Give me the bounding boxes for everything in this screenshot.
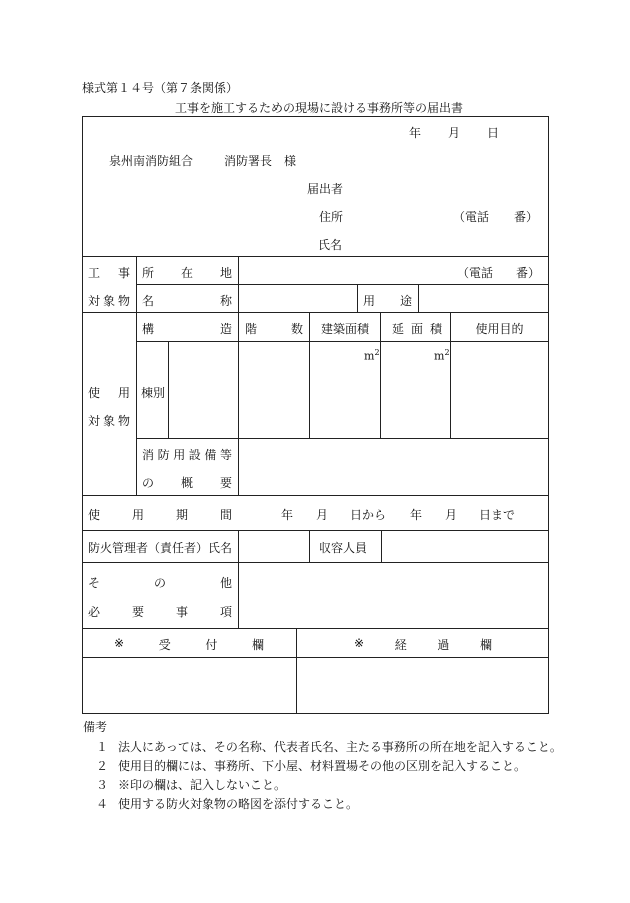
period-from-year: 年 <box>281 508 294 522</box>
phone-suffix: 番） <box>514 210 539 224</box>
capacity-label: 収容人員 <box>319 541 368 555</box>
reception-column-header: ※ 受 付 欄 <box>114 636 264 652</box>
note-item: １ 法人にあっては、その名称、代表者氏名、主たる事務所の所在地を記入すること。 <box>96 740 562 754</box>
note-item: ４ 使用する防火対象物の略図を添付すること。 <box>96 797 359 811</box>
building-area-header: 建築面積 <box>320 322 369 336</box>
location-phone-suffix: 番） <box>516 266 541 280</box>
purpose-header: 使用目的 <box>475 322 524 336</box>
fire-equipment-label-line1: 消 防 用 設 備 等 <box>142 448 232 462</box>
note-item: ２ 使用目的欄には、事務所、下小屋、材料置場その他の区別を記入すること。 <box>96 759 527 773</box>
form-number: 様式第１４号（第７条関係） <box>82 81 239 95</box>
other-label-line1: そ の 他 <box>88 576 232 590</box>
fire-equipment-label-line2: の 概 要 <box>142 476 232 490</box>
sqm-unit-1: $m^2$ <box>364 348 380 363</box>
floors-header: 階 数 <box>245 322 303 336</box>
fire-chief: 消防署長 様 <box>224 154 297 168</box>
site-purpose-label: 用 途 <box>363 294 412 308</box>
other-label-line2: 必 要 事 項 <box>88 605 232 619</box>
period-to-day: 日まで <box>479 508 516 522</box>
site-name-label: 名 称 <box>142 294 232 308</box>
period-to-month: 月 <box>445 508 458 522</box>
usage-label-line1: 使 用 <box>88 386 130 400</box>
site-label-line2: 対 象 物 <box>88 294 130 308</box>
notifier-label: 届出者 <box>307 182 344 196</box>
phone-label: （電話 <box>453 210 490 224</box>
date-day: 日 <box>487 126 500 140</box>
notes-heading: 備考 <box>83 720 108 734</box>
usage-label-line2: 対 象 物 <box>88 414 130 428</box>
addressee: 泉州南消防組合 <box>109 154 194 168</box>
name-label: 氏名 <box>318 238 343 252</box>
period-to-year: 年 <box>410 508 423 522</box>
location-phone-label: （電話 <box>457 266 494 280</box>
note-item: ３ ※印の欄は、記入しないこと。 <box>96 778 287 792</box>
sqm-unit-2: $m^2$ <box>434 348 450 363</box>
building-no-label: 棟別 <box>141 386 166 400</box>
location-label: 所 在 地 <box>142 266 232 280</box>
date-month: 月 <box>448 126 461 140</box>
structure-header: 構 造 <box>142 322 232 336</box>
date-year: 年 <box>409 126 422 140</box>
fire-manager-label: 防火管理者（責任者）氏名 <box>88 541 233 555</box>
period-from-day: 日から <box>350 508 387 522</box>
floor-area-header: 延 面 積 <box>392 322 442 336</box>
site-label-line1: 工 事 <box>88 266 130 280</box>
period-label: 使 用 期 間 <box>88 508 232 522</box>
progress-column-header: ※ 経 過 欄 <box>354 636 492 652</box>
period-from-month: 月 <box>316 508 329 522</box>
form-title: 工事を施工するための現場に設ける事務所等の届出書 <box>175 101 464 115</box>
address-label: 住所 <box>319 210 344 224</box>
